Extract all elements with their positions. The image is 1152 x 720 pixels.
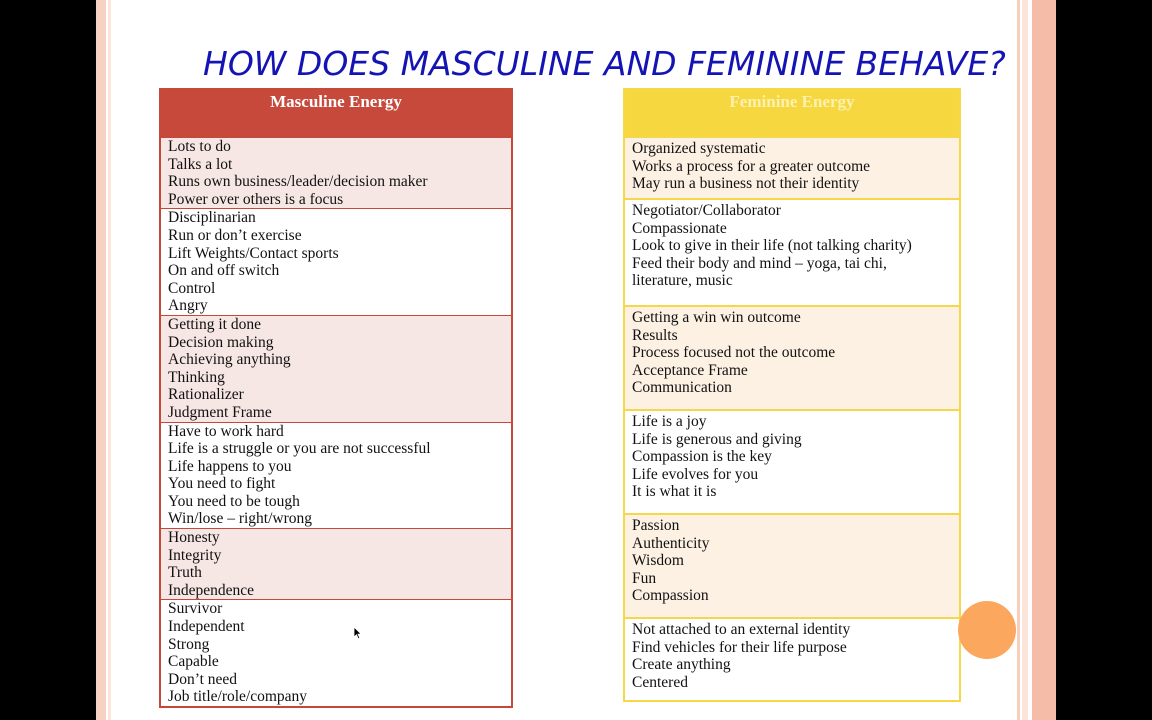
cell-line: Process focused not the outcome xyxy=(632,344,836,362)
cell-line: Decision making xyxy=(168,333,274,351)
cell-line: Compassionate xyxy=(632,219,727,237)
left-border-stripe xyxy=(96,0,106,720)
cell-line: Have to work hard xyxy=(168,422,284,440)
table-row xyxy=(624,618,960,701)
table-row xyxy=(160,422,512,529)
cell-line: May run a business not their identity xyxy=(632,175,860,193)
cell-line: Wisdom xyxy=(632,552,684,570)
cell-line: Thinking xyxy=(168,368,225,386)
cell-line: Life evolves for you xyxy=(632,465,759,483)
cell-line: Feed their body and mind – yoga, tai chi, xyxy=(632,254,887,272)
table-row xyxy=(160,529,512,600)
cell-line: It is what it is xyxy=(632,483,717,501)
cell-line: Compassion is the key xyxy=(632,448,772,466)
cell-line: Angry xyxy=(168,297,208,315)
cell-line: Independent xyxy=(168,618,245,636)
cell-line: Control xyxy=(168,279,216,297)
table-row xyxy=(160,600,512,707)
cell-line: Create anything xyxy=(632,656,731,674)
cell-line: Life is a struggle or you are not successful xyxy=(168,440,431,458)
cell-line: Achieving anything xyxy=(168,351,291,369)
cell-line: Integrity xyxy=(168,546,222,564)
table-row xyxy=(160,315,512,422)
cell-line: Run or don’t exercise xyxy=(168,226,302,244)
cell-line: You need to be tough xyxy=(168,492,300,510)
cell-line: Passion xyxy=(632,517,680,534)
cell-line: Don’t need xyxy=(168,670,238,688)
masculine-header: Masculine Energy xyxy=(160,89,512,137)
cell-line: Job title/role/company xyxy=(168,688,308,706)
cell-line: Authenticity xyxy=(632,534,710,552)
table-row xyxy=(624,137,960,199)
slide-title: HOW DOES MASCULINE AND FEMININE BEHAVE? xyxy=(203,44,1006,83)
cell-line: Compassion xyxy=(632,587,709,605)
cell-line: On and off switch xyxy=(168,262,280,280)
cell-line: Works a process for a greater outcome xyxy=(632,157,871,175)
cell-line: Runs own business/leader/decision maker xyxy=(168,173,428,191)
right-border-stripe xyxy=(1022,0,1028,720)
table-row xyxy=(160,209,512,316)
table-row xyxy=(160,137,512,209)
feminine-energy-table xyxy=(623,88,961,702)
cell-line: Getting it done xyxy=(168,315,261,333)
cell-line: Judgment Frame xyxy=(168,403,272,421)
cell-line: Organized systematic xyxy=(632,140,766,157)
right-border-stripe-thin xyxy=(1017,0,1020,720)
cell-line: Strong xyxy=(168,635,210,653)
cell-line: literature, music xyxy=(632,272,733,290)
decorative-circle xyxy=(958,601,1016,659)
cell-line: Life is a joy xyxy=(632,413,707,430)
cell-line: Life is generous and giving xyxy=(632,430,802,448)
cell-line: You need to fight xyxy=(168,475,276,493)
cell-line: Win/lose – right/wrong xyxy=(168,510,313,528)
table-row xyxy=(624,514,960,618)
cell-line: Communication xyxy=(632,379,732,397)
masculine-energy-table xyxy=(159,88,513,708)
cell-line: Lots to do xyxy=(168,138,231,155)
cell-line: Lift Weights/Contact sports xyxy=(168,244,339,262)
feminine-header: Feminine Energy xyxy=(624,89,960,137)
cell-line: Getting a win win outcome xyxy=(632,309,801,326)
cell-line: Negotiator/Collaborator xyxy=(632,202,781,219)
cell-line: Find vehicles for their life purpose xyxy=(632,638,847,656)
cell-line: Acceptance Frame xyxy=(632,361,748,379)
table-row xyxy=(624,410,960,514)
cell-line: Rationalizer xyxy=(168,386,244,404)
right-border-stripe-wide xyxy=(1032,0,1056,720)
cell-line: Power over others is a focus xyxy=(168,190,344,208)
cell-line: Life happens to you xyxy=(168,457,292,475)
cell-line: Centered xyxy=(632,673,688,691)
cell-line: Not attached to an external identity xyxy=(632,621,851,638)
cell-line: Independence xyxy=(168,581,255,599)
cell-line: Disciplinarian xyxy=(168,209,256,227)
cell-line: Capable xyxy=(168,653,219,671)
slide xyxy=(96,0,1056,720)
cell-line: Talks a lot xyxy=(168,155,233,173)
table-row xyxy=(624,306,960,410)
table-row xyxy=(624,199,960,306)
left-border-stripe-thin xyxy=(108,0,111,720)
cell-line: Honesty xyxy=(168,529,220,547)
cell-line: Survivor xyxy=(168,600,223,618)
cell-line: Truth xyxy=(168,564,202,582)
cell-line: Fun xyxy=(632,569,657,587)
cell-line: Results xyxy=(632,326,678,344)
cell-line: Look to give in their life (not talking charity) xyxy=(632,237,912,255)
